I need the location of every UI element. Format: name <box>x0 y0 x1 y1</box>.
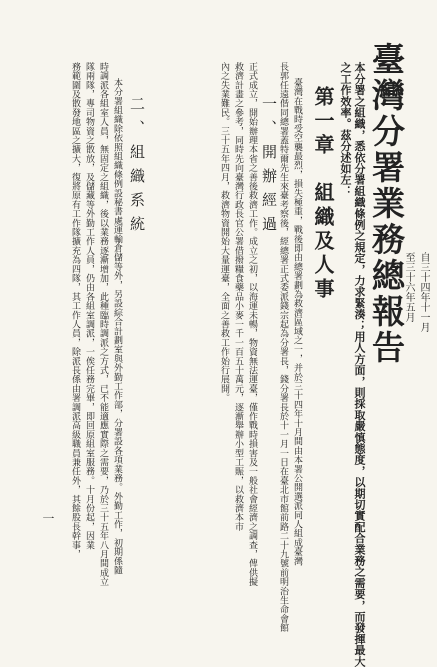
paragraph-line: 正式成立，開始辦理本省之善後救濟工作。成立之初，以海運未暢，物資無法運臺，僅作戰時損害及一般社會經濟之調查，俾供擬 <box>247 62 257 587</box>
paragraph-line: 隊兩隊，專司物資之散放，及儲藏等外勤工作人員，仍由各組室調派，一俟任務完畢，即回原組室服務。十月份起，因業 <box>84 62 94 550</box>
section-title: 二、組織系統 <box>128 96 146 240</box>
paragraph-line: 本分署組織除依照組織條例設秘書處運輸倉儲等外，另設綜合計劃室與外勤工作部，分署設各項業務。外勤工作，初期係隨 <box>112 78 122 575</box>
paragraph-line: 內之失業難民。三十五年四月，救濟物資開始大量運臺，全面之善救工作始行展開。 <box>219 62 229 403</box>
paragraph-line: 長郭任遠偕同總署蓋特爾先生來臺考察後，經總署正式委派錢宗起為分署長，錢分署長於十一月一日在臺北市館前路二十九號前明治生命會館 <box>278 62 288 633</box>
paragraph-line: 救濟計畫之參考，同時先向臺灣行政長官公署借撥糧食藥品小麥一千一百五十萬元，逐漸舉辦小型工賑，以救濟本市 <box>233 62 243 532</box>
date-range-start: 自三十四年十一月 <box>418 252 429 332</box>
intro-line: 之工作效率。茲分述如左： <box>339 62 352 197</box>
paragraph-line: 務範圍及散發地區之擴大，復將原有工作隊擴充為四隊，其工作人員，除派長係由署調派高級職員兼任外，其餘股長幹事， <box>70 62 80 559</box>
chapter-title: 第一章 組織及人事 <box>311 86 335 302</box>
report-title: 臺灣分署業務總報告 <box>367 42 406 366</box>
page-number: 一 <box>41 512 55 525</box>
paragraph-line: 時調派各組室人員，無固定之組織，後以業務逐漸增加，此種臨時調派之方式，已不能適應實際之需要，乃於三十五年八月間成立 <box>98 62 108 587</box>
intro-line: 本分署之組織，悉依分署組織條例之規定，力求緊湊；用人方面，則採取嚴慎態度，以期切實配合業務之需要，而發揮最大 <box>353 62 366 667</box>
section-title: 一、開辦經過 <box>260 96 278 240</box>
date-range-end: 至三十六年五月 <box>403 252 414 322</box>
paragraph-line: 臺灣在戰時受空襲最烈，損失極重，戰後即由總署劃為救濟區域之一，并於三十四年十月間由本署公開選派同人組成臺灣 <box>292 78 302 566</box>
